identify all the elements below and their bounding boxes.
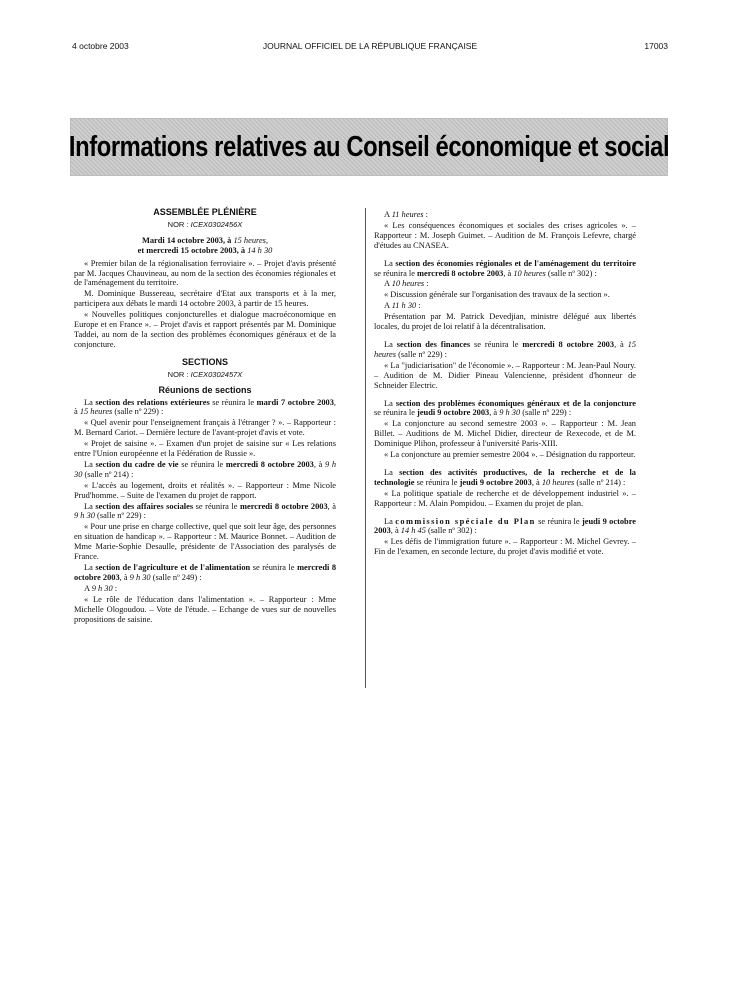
meeting-date: mercredi 8 octobre 2003 (74, 563, 337, 582)
paragraph: « Premier bilan de la régionalisation ferroviaire ». – Projet d'avis présenté par M. Jacques Chauvineau, au nom de la section des économies régionales et de l'aménagement du territoire. (74, 258, 336, 288)
journal-title: JOURNAL OFFICIEL DE LA RÉPUBLIQUE FRANÇAISE (262, 41, 478, 51)
section-announcement: La section du cadre de vie se réunira le mercredi 8 octobre 2003, à 9 h 30 (salle nº 214) : (74, 459, 337, 479)
section-name: section des problèmes économiques généraux et de la conjoncture (395, 398, 636, 408)
section-announcement: La section des relations extérieures se réunira le mardi 7 octobre 2003, à 15 heures (salle nº 229) : (74, 397, 336, 417)
assembly-heading: ASSEMBLÉE PLÉNIÈRE (153, 207, 257, 217)
meeting-time: 10 heures (513, 268, 546, 278)
paragraph: « La politique spatiale de recherche et de développement industriel ». – Rapporteur : M. Alain Pompidou. – Examen du projet de plan. (374, 488, 636, 508)
meeting-time: 11 h 30 (391, 301, 417, 311)
nor-label: NOR : (167, 219, 189, 229)
paragraph: « L'accès au logement, droits et réalités ». – Rapporteur : Mme Nicole Prud'homme. – Suite de l'examen du projet de rapport. (74, 480, 336, 500)
section-announcement: La commission spéciale du Plan se réunira le jeudi 9 octobre 2003, à 14 h 45 (salle nº 302) : (374, 516, 636, 536)
column-divider (365, 208, 366, 688)
meeting-date: jeudi 9 octobre 2003 (417, 408, 490, 418)
section-name: section des relations extérieures (95, 397, 210, 407)
section-announcement: La section des activités productives, de la recherche et de la technologie se réunira le jeudi 9 octobre 2003, à 10 heures (salle nº 214) : (374, 467, 636, 487)
nor-code: ICEX0302456X (190, 219, 243, 229)
paragraph: « Quel avenir pour l'enseignement français à l'étranger ? ». – Rapporteur : M. Bernard Cariot. – Dernière lecture de l'avant-projet d'avis et vote. (74, 418, 336, 438)
section-name: section de l'agriculture et de l'alimentation (95, 563, 251, 572)
meeting-time: 14 h 45 (400, 526, 426, 536)
section-name: section des affaires sociales (95, 501, 194, 511)
page-header (72, 41, 668, 55)
nor-label: NOR : (167, 369, 189, 379)
section-name: section des finances (396, 339, 471, 349)
section-announcement: La section des économies régionales et de l'aménagement du territoire se réunira le mercredi 8 octobre 2003, à 10 heures (salle nº 302) : (374, 258, 636, 278)
time-line: A 11 heures : (384, 210, 428, 219)
meeting-time: 9 h 30 (129, 572, 151, 582)
paragraph: « Pour une prise en charge collective, quel que soit leur âge, des personnes en situation de handicap ». – Rapporteur : M. Maurice Bonnet. – Audition de Mme Marie-Sophie Desaulle, présidente de l'Association des paralysés de France. (74, 522, 336, 562)
meeting-time: 9 h 30 (91, 583, 113, 593)
paragraph: « Nouvelles politiques conjoncturelles et dialogue macroéconomique en Europe et en France ». – Projet d'avis et rapport présentés par M. Dominique Taddei, au nom de la section des problèmes économiques généraux et de la conjoncture. (74, 310, 336, 349)
left-column (74, 208, 336, 625)
meeting-time: 10 heures (541, 477, 575, 487)
time-line: A 10 heures : (384, 279, 429, 289)
meeting-date: mercredi 8 octobre 2003 (522, 339, 615, 349)
section-announcement: La section des problèmes économiques généraux et de la conjoncture se réunira le jeudi 9 octobre 2003, à 9 h 30 (salle nº 229) : (374, 398, 636, 418)
meeting-date: mercredi 8 octobre 2003 (417, 268, 504, 278)
meeting-date: mercredi 8 octobre 2003 (240, 501, 328, 511)
meeting-time: 9 h 30 (74, 511, 95, 521)
paragraph: « La conjoncture au premier semestre 2004 ». – Désignation du rapporteur. (384, 450, 636, 460)
section-announcement: La section des finances se réunira le mercredi 8 octobre 2003, à 15 heures (salle nº 229) : (374, 339, 637, 359)
meeting-date: mardi 7 octobre 2003 (256, 397, 334, 407)
meeting-date: jeudi 9 octobre 2003 (459, 477, 532, 487)
meeting-time: 9 h 30 (74, 459, 337, 479)
section-name: section des économies régionales et de l'aménagement du territoire (395, 258, 636, 268)
meeting-time: 15 heures (374, 339, 637, 359)
meeting-time: 11 heures (391, 210, 424, 219)
section-name: section des activités productives, de la recherche et de la technologie (374, 467, 636, 487)
time-line: A 11 h 30 : (384, 301, 421, 311)
assembly-dates (74, 236, 336, 256)
reunions-heading: Réunions de sections (158, 384, 252, 395)
paragraph: « Les défis de l'immigration future ». – Rapporteur : M. Michel Gevrey. – Fin de l'examen, en seconde lecture, du projet d'avis modifié et vote. (374, 537, 636, 557)
issue-date: 4 octobre 2003 (72, 41, 129, 51)
paragraph: Présentation par M. Patrick Devedjian, ministre délégué aux libertés locales, du projet de loi relatif à la décentralisation. (374, 312, 636, 332)
section-name: commission spéciale du Plan (395, 516, 536, 526)
meeting-date: mercredi 8 octobre 2003 (225, 459, 314, 469)
section-announcement: La section de l'agriculture et de l'alimentation se réunira le mercredi 8 octobre 2003, à 9 h 30 (salle nº 249) : (74, 563, 337, 582)
right-column (374, 210, 636, 558)
sections-nor (74, 370, 336, 380)
paragraph: « La conjoncture au second semestre 2003 ». – Rapporteur : M. Jean Billet. – Auditions de M. Michel Didier, directeur de Rexecode, et de M. Dominique Plihon, professeur à l'université Paris-XIII. (374, 419, 636, 449)
sections-heading: SECTIONS (181, 356, 228, 367)
assembly-nor (74, 220, 336, 230)
meeting-time: 10 heures (391, 279, 425, 289)
time-line: A 9 h 30 : (84, 583, 118, 593)
date-text: Mardi 14 octobre 2003, à (141, 235, 232, 245)
paragraph: M. Dominique Bussereau, secrétaire d'Etat aux transports et à la mer, participera aux débats le mardi 14 octobre 2003, à partir de 15 heures. (74, 289, 336, 309)
meeting-time: 9 h 30 (499, 408, 521, 418)
section-announcement: La section des affaires sociales se réunira le mercredi 8 octobre 2003, à 9 h 30 (salle nº 229) : (74, 501, 337, 521)
meeting-time: 15 heures (79, 407, 113, 417)
section-banner (70, 118, 668, 176)
paragraph: « La "judiciarisation" de l'économie ». – Rapporteur : M. Jean-Paul Noury. – Audition de M. Didier Pineau Valencienne, président d'honneur de Schneider Electric. (374, 360, 636, 390)
meeting-date: jeudi 9 octobre 2003 (374, 516, 636, 536)
paragraph: « Le rôle de l'éducation dans l'alimentation ». – Rapporteur : Mme Michelle Ologoudou. – Vote de l'étude. – Echange de vues sur de nouvelles propositions de saisine. (74, 594, 336, 624)
paragraph: « Projet de saisine ». – Examen d'un projet de saisine sur « Les relations entre l'Union européenne et la Fédération de Russie ». (74, 439, 336, 459)
time-text: 14 h 30 (247, 245, 273, 255)
time-text: 15 heures, (233, 235, 269, 245)
paragraph: « Discussion générale sur l'organisation des travaux de la section ». (384, 290, 610, 300)
nor-code: ICEX0302457X (190, 369, 243, 379)
date-text: et mercredi 15 octobre 2003, à (137, 245, 246, 255)
page-number: 17003 (644, 41, 668, 51)
paragraph: « Les conséquences économiques et sociales des crises agricoles ». – Rapporteur : M. Joseph Guimet. – Audition de M. François Lefevre, chargé d'études au CNASEA. (374, 220, 636, 250)
banner-title: Informations relatives au Conseil économique et social (68, 130, 670, 163)
section-name: section du cadre de vie (95, 459, 179, 469)
